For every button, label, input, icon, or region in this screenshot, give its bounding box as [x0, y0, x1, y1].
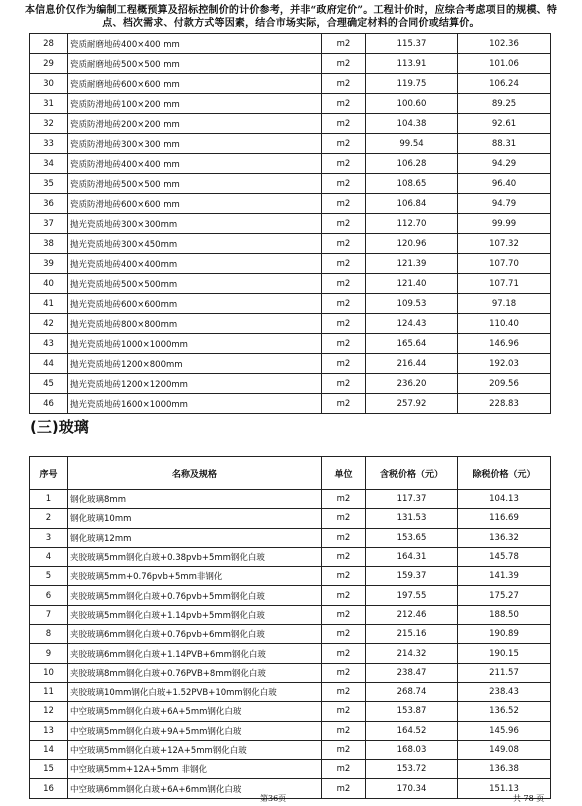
- item-unit: m2: [322, 154, 366, 174]
- item-unit: m2: [322, 194, 366, 214]
- item-name: 中空玻璃5mm钢化白玻+9A+5mm钢化白玻: [68, 721, 322, 740]
- item-name: 中空玻璃6mm钢化白玻+6A+6mm钢化白玻: [68, 779, 322, 798]
- table-row: [30, 114, 551, 134]
- price-tax-excluded: 89.25: [458, 94, 551, 114]
- row-number: 11: [30, 682, 68, 701]
- pricing-notice: 本信息价仅作为编制工程概预算及招标控制价的计价参考，并非“政府定价”。工程计价时，应综合考虑项目的规模、特点、档次需求、付款方式等因素，结合市场实际，合理确定材料的合同价或结算价。: [24, 5, 558, 29]
- item-name: 中空玻璃5mm钢化白玻+6A+5mm钢化白玻: [68, 702, 322, 721]
- item-unit: m2: [322, 374, 366, 394]
- item-name: 夹胶玻璃6mm钢化白玻+0.76pvb+6mm钢化白玻: [68, 625, 322, 644]
- table-row: [30, 134, 551, 154]
- table-row: [30, 234, 551, 254]
- price-tax-excluded: 145.96: [458, 721, 551, 740]
- item-name: 抛光瓷质地砖400×400mm: [68, 254, 322, 274]
- price-tax-included: 113.91: [366, 54, 458, 74]
- price-tax-included: 112.70: [366, 214, 458, 234]
- item-unit: m2: [322, 334, 366, 354]
- price-tax-excluded: 110.40: [458, 314, 551, 334]
- item-unit: m2: [322, 721, 366, 740]
- item-name: 瓷质防滑地砖400×400 mm: [68, 154, 322, 174]
- price-tax-excluded: 190.15: [458, 644, 551, 663]
- price-tax-included: 106.84: [366, 194, 458, 214]
- row-number: 43: [30, 334, 68, 354]
- item-unit: m2: [322, 134, 366, 154]
- row-number: 14: [30, 740, 68, 759]
- row-number: 2: [30, 509, 68, 528]
- header-tax-included: 含税价格（元）: [366, 457, 458, 490]
- price-tax-excluded: 211.57: [458, 663, 551, 682]
- row-number: 28: [30, 34, 68, 54]
- price-tax-included: 164.52: [366, 721, 458, 740]
- item-unit: m2: [322, 54, 366, 74]
- price-tax-excluded: 136.52: [458, 702, 551, 721]
- item-name: 钢化玻璃10mm: [68, 509, 322, 528]
- item-unit: m2: [322, 528, 366, 547]
- price-tax-included: 215.16: [366, 625, 458, 644]
- price-tax-included: 197.55: [366, 586, 458, 605]
- row-number: 16: [30, 779, 68, 798]
- price-tax-excluded: 149.08: [458, 740, 551, 759]
- item-name: 中空玻璃5mm钢化白玻+12A+5mm钢化白玻: [68, 740, 322, 759]
- price-tax-included: 214.32: [366, 644, 458, 663]
- price-tax-included: 153.87: [366, 702, 458, 721]
- table-row: [30, 779, 551, 798]
- price-tax-excluded: 96.40: [458, 174, 551, 194]
- row-number: 42: [30, 314, 68, 334]
- price-tax-excluded: 116.69: [458, 509, 551, 528]
- price-tax-included: 236.20: [366, 374, 458, 394]
- item-name: 抛光瓷质地砖1200×1200mm: [68, 374, 322, 394]
- item-name: 中空玻璃5mm+12A+5mm 非钢化: [68, 760, 322, 779]
- header-name: 名称及规格: [68, 457, 322, 490]
- price-tax-excluded: 146.96: [458, 334, 551, 354]
- table-row: [30, 702, 551, 721]
- row-number: 3: [30, 528, 68, 547]
- price-tax-excluded: 107.71: [458, 274, 551, 294]
- table-row: [30, 547, 551, 566]
- price-tax-included: 170.34: [366, 779, 458, 798]
- row-number: 8: [30, 625, 68, 644]
- price-tax-excluded: 190.89: [458, 625, 551, 644]
- table-row: [30, 644, 551, 663]
- price-tax-included: 109.53: [366, 294, 458, 314]
- table-row: [30, 314, 551, 334]
- glass-price-table: [29, 456, 551, 799]
- table-row: [30, 334, 551, 354]
- item-name: 瓷质防滑地砖100×200 mm: [68, 94, 322, 114]
- table-row: [30, 254, 551, 274]
- table-row: [30, 394, 551, 414]
- price-tax-included: 131.53: [366, 509, 458, 528]
- table-row: [30, 567, 551, 586]
- price-tax-excluded: 104.13: [458, 490, 551, 509]
- item-name: 瓷质防滑地砖300×300 mm: [68, 134, 322, 154]
- table-row: [30, 154, 551, 174]
- row-number: 36: [30, 194, 68, 214]
- table-row: [30, 528, 551, 547]
- price-tax-excluded: 188.50: [458, 605, 551, 624]
- price-tax-excluded: 209.56: [458, 374, 551, 394]
- table-row: [30, 214, 551, 234]
- price-tax-included: 124.43: [366, 314, 458, 334]
- price-tax-included: 100.60: [366, 94, 458, 114]
- item-unit: m2: [322, 682, 366, 701]
- price-tax-included: 117.37: [366, 490, 458, 509]
- price-tax-included: 268.74: [366, 682, 458, 701]
- row-number: 39: [30, 254, 68, 274]
- item-name: 瓷质耐磨地砖600×600 mm: [68, 74, 322, 94]
- item-unit: m2: [322, 254, 366, 274]
- table-header-row: [30, 457, 551, 490]
- price-tax-excluded: 151.13: [458, 779, 551, 798]
- item-unit: m2: [322, 114, 366, 134]
- price-tax-excluded: 107.70: [458, 254, 551, 274]
- table-row: [30, 274, 551, 294]
- row-number: 44: [30, 354, 68, 374]
- header-no: 序号: [30, 457, 68, 490]
- table-row: [30, 605, 551, 624]
- price-tax-excluded: 92.61: [458, 114, 551, 134]
- price-tax-included: 121.40: [366, 274, 458, 294]
- price-tax-excluded: 94.29: [458, 154, 551, 174]
- item-name: 抛光瓷质地砖1200×800mm: [68, 354, 322, 374]
- price-tax-included: 159.37: [366, 567, 458, 586]
- row-number: 45: [30, 374, 68, 394]
- row-number: 13: [30, 721, 68, 740]
- price-tax-excluded: 175.27: [458, 586, 551, 605]
- item-name: 瓷质防滑地砖200×200 mm: [68, 114, 322, 134]
- price-tax-excluded: 88.31: [458, 134, 551, 154]
- price-tax-excluded: 136.32: [458, 528, 551, 547]
- table-row: [30, 374, 551, 394]
- table-row: [30, 760, 551, 779]
- item-unit: m2: [322, 214, 366, 234]
- table-row: [30, 74, 551, 94]
- item-unit: m2: [322, 490, 366, 509]
- row-number: 9: [30, 644, 68, 663]
- price-tax-included: 120.96: [366, 234, 458, 254]
- row-number: 7: [30, 605, 68, 624]
- price-tax-excluded: 97.18: [458, 294, 551, 314]
- item-unit: m2: [322, 34, 366, 54]
- table-row: [30, 625, 551, 644]
- item-unit: m2: [322, 760, 366, 779]
- item-name: 瓷质防滑地砖600×600 mm: [68, 194, 322, 214]
- price-tax-excluded: 136.38: [458, 760, 551, 779]
- section-title-glass: (三)玻璃: [30, 418, 89, 436]
- item-name: 夹胶玻璃6mm钢化白玻+1.14PVB+6mm钢化白玻: [68, 644, 322, 663]
- item-name: 抛光瓷质地砖800×800mm: [68, 314, 322, 334]
- item-name: 夹胶玻璃10mm钢化白玻+1.52PVB+10mm钢化白玻: [68, 682, 322, 701]
- price-tax-excluded: 145.78: [458, 547, 551, 566]
- header-unit: 单位: [322, 457, 366, 490]
- table-row: [30, 174, 551, 194]
- price-tax-included: 257.92: [366, 394, 458, 414]
- row-number: 38: [30, 234, 68, 254]
- table-row: [30, 586, 551, 605]
- item-name: 夹胶玻璃5mm钢化白玻+0.76pvb+5mm钢化白玻: [68, 586, 322, 605]
- item-name: 抛光瓷质地砖300×300mm: [68, 214, 322, 234]
- table-row: [30, 721, 551, 740]
- item-name: 抛光瓷质地砖600×600mm: [68, 294, 322, 314]
- price-tax-included: 106.28: [366, 154, 458, 174]
- row-number: 41: [30, 294, 68, 314]
- item-unit: m2: [322, 702, 366, 721]
- item-unit: m2: [322, 354, 366, 374]
- table-row: [30, 509, 551, 528]
- item-unit: m2: [322, 740, 366, 759]
- price-tax-included: 153.72: [366, 760, 458, 779]
- header-tax-excluded: 除税价格（元）: [458, 457, 551, 490]
- price-tax-included: 121.39: [366, 254, 458, 274]
- price-tax-included: 108.65: [366, 174, 458, 194]
- row-number: 29: [30, 54, 68, 74]
- row-number: 40: [30, 274, 68, 294]
- price-tax-included: 153.65: [366, 528, 458, 547]
- item-unit: m2: [322, 394, 366, 414]
- item-name: 瓷质耐磨地砖400×400 mm: [68, 34, 322, 54]
- table-row: [30, 94, 551, 114]
- row-number: 1: [30, 490, 68, 509]
- price-tax-included: 165.64: [366, 334, 458, 354]
- tile-price-table: [29, 33, 551, 414]
- price-tax-excluded: 102.36: [458, 34, 551, 54]
- row-number: 4: [30, 547, 68, 566]
- price-tax-included: 168.03: [366, 740, 458, 759]
- table-row: [30, 663, 551, 682]
- item-name: 抛光瓷质地砖300×450mm: [68, 234, 322, 254]
- item-name: 瓷质耐磨地砖500×500 mm: [68, 54, 322, 74]
- item-name: 夹胶玻璃5mm钢化白玻+1.14pvb+5mm钢化白玻: [68, 605, 322, 624]
- table-row: [30, 194, 551, 214]
- item-unit: m2: [322, 779, 366, 798]
- page-number: 第36页: [260, 794, 287, 803]
- price-tax-included: 212.46: [366, 605, 458, 624]
- row-number: 37: [30, 214, 68, 234]
- item-unit: m2: [322, 509, 366, 528]
- table-row: [30, 740, 551, 759]
- row-number: 10: [30, 663, 68, 682]
- row-number: 32: [30, 114, 68, 134]
- item-unit: m2: [322, 547, 366, 566]
- price-tax-included: 238.47: [366, 663, 458, 682]
- item-unit: m2: [322, 567, 366, 586]
- price-tax-excluded: 228.83: [458, 394, 551, 414]
- row-number: 46: [30, 394, 68, 414]
- item-unit: m2: [322, 625, 366, 644]
- item-name: 抛光瓷质地砖1600×1000mm: [68, 394, 322, 414]
- row-number: 30: [30, 74, 68, 94]
- item-unit: m2: [322, 74, 366, 94]
- item-name: 抛光瓷质地砖1000×1000mm: [68, 334, 322, 354]
- price-tax-excluded: 106.24: [458, 74, 551, 94]
- row-number: 34: [30, 154, 68, 174]
- price-tax-excluded: 107.32: [458, 234, 551, 254]
- item-name: 瓷质防滑地砖500×500 mm: [68, 174, 322, 194]
- item-name: 夹胶玻璃8mm钢化白玻+0.76PVB+8mm钢化白玻: [68, 663, 322, 682]
- row-number: 31: [30, 94, 68, 114]
- price-tax-included: 164.31: [366, 547, 458, 566]
- item-unit: m2: [322, 314, 366, 334]
- table-row: [30, 54, 551, 74]
- price-tax-included: 216.44: [366, 354, 458, 374]
- item-name: 钢化玻璃8mm: [68, 490, 322, 509]
- item-unit: m2: [322, 605, 366, 624]
- page-total: 共 78 页: [513, 794, 545, 803]
- table-row: [30, 682, 551, 701]
- table-row: [30, 34, 551, 54]
- item-name: 夹胶玻璃5mm+0.76pvb+5mm非钢化: [68, 567, 322, 586]
- row-number: 5: [30, 567, 68, 586]
- table-row: [30, 294, 551, 314]
- row-number: 6: [30, 586, 68, 605]
- price-tax-excluded: 141.39: [458, 567, 551, 586]
- price-tax-included: 99.54: [366, 134, 458, 154]
- item-unit: m2: [322, 94, 366, 114]
- row-number: 15: [30, 760, 68, 779]
- item-name: 抛光瓷质地砖500×500mm: [68, 274, 322, 294]
- item-unit: m2: [322, 294, 366, 314]
- price-tax-excluded: 94.79: [458, 194, 551, 214]
- item-unit: m2: [322, 663, 366, 682]
- item-name: 钢化玻璃12mm: [68, 528, 322, 547]
- price-tax-excluded: 238.43: [458, 682, 551, 701]
- item-unit: m2: [322, 234, 366, 254]
- item-unit: m2: [322, 174, 366, 194]
- table-row: [30, 490, 551, 509]
- price-tax-excluded: 192.03: [458, 354, 551, 374]
- price-tax-included: 104.38: [366, 114, 458, 134]
- price-tax-excluded: 101.06: [458, 54, 551, 74]
- price-tax-included: 115.37: [366, 34, 458, 54]
- item-unit: m2: [322, 644, 366, 663]
- item-name: 夹胶玻璃5mm钢化白玻+0.38pvb+5mm钢化白玻: [68, 547, 322, 566]
- row-number: 33: [30, 134, 68, 154]
- row-number: 35: [30, 174, 68, 194]
- price-tax-excluded: 99.99: [458, 214, 551, 234]
- item-unit: m2: [322, 274, 366, 294]
- row-number: 12: [30, 702, 68, 721]
- table-row: [30, 354, 551, 374]
- item-unit: m2: [322, 586, 366, 605]
- price-tax-included: 119.75: [366, 74, 458, 94]
